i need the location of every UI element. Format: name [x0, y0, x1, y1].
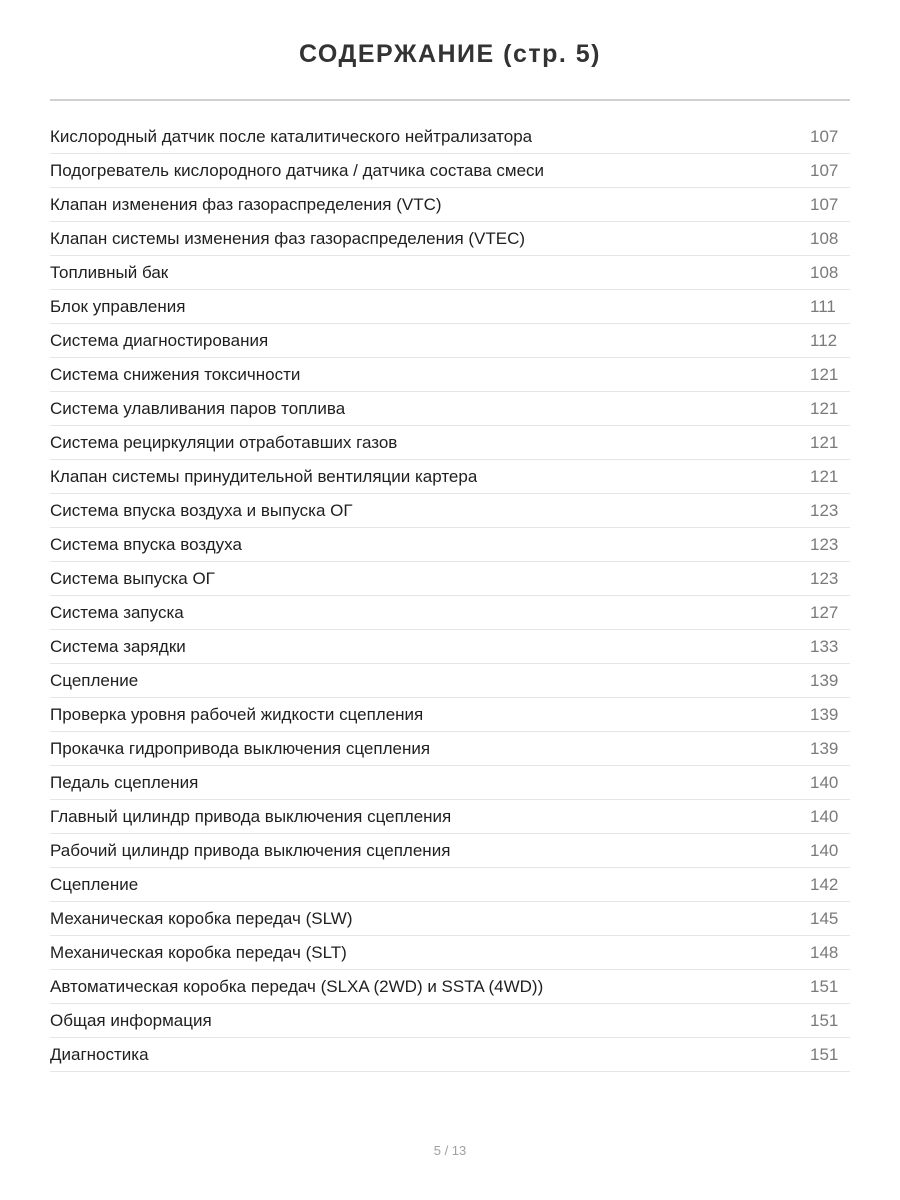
- toc-entry-page: 148: [810, 942, 839, 962]
- toc-entry-page: 108: [810, 228, 839, 248]
- toc-entry-title: Система снижения токсичности: [50, 364, 301, 384]
- toc-entry[interactable]: [50, 664, 850, 698]
- toc-entry[interactable]: [50, 970, 850, 1004]
- toc-entry-page: 121: [810, 466, 839, 486]
- toc-entry-title: Система запуска: [50, 602, 184, 622]
- toc-entry-title: Клапан изменения фаз газораспределения (VTC): [50, 194, 442, 214]
- toc-entry[interactable]: [50, 766, 850, 800]
- table-of-contents: [50, 120, 850, 1072]
- toc-entry-page: 123: [810, 500, 839, 520]
- toc-entry-title: Система диагностирования: [50, 330, 269, 350]
- toc-entry-title: Система впуска воздуха и выпуска ОГ: [50, 500, 353, 520]
- toc-entry-page: 151: [810, 1044, 839, 1064]
- toc-entry-title: Сцепление: [50, 874, 139, 894]
- toc-entry-title: Автоматическая коробка передач (SLXA (2WD) и SSTA (4WD)): [50, 976, 544, 996]
- toc-entry[interactable]: [50, 1004, 850, 1038]
- toc-entry[interactable]: [50, 290, 850, 324]
- toc-entry-page: 123: [810, 568, 839, 588]
- toc-entry-title: Кислородный датчик после каталитического нейтрализатора: [50, 126, 533, 146]
- toc-entry-page: 127: [810, 602, 839, 622]
- toc-entry-page: 151: [810, 976, 839, 996]
- toc-entry-page: 145: [810, 908, 839, 928]
- toc-entry-title: Прокачка гидропривода выключения сцепления: [50, 738, 431, 758]
- toc-entry[interactable]: [50, 256, 850, 290]
- toc-entry-title: Топливный бак: [50, 262, 169, 282]
- toc-entry-title: Блок управления: [50, 296, 186, 316]
- toc-entry[interactable]: [50, 562, 850, 596]
- toc-entry-title: Система выпуска ОГ: [50, 568, 215, 588]
- toc-entry[interactable]: [50, 834, 850, 868]
- toc-entry-title: Система зарядки: [50, 636, 186, 656]
- title-divider: [50, 99, 850, 101]
- toc-entry-title: Механическая коробка передач (SLW): [50, 908, 353, 928]
- toc-entry[interactable]: [50, 222, 850, 256]
- toc-entry-title: Главный цилиндр привода выключения сцепления: [50, 806, 452, 826]
- toc-entry-title: Подогреватель кислородного датчика / датчика состава смеси: [50, 160, 545, 180]
- toc-entry-page: 121: [810, 398, 839, 418]
- toc-entry-page: 140: [810, 806, 839, 826]
- toc-entry-title: Система улавливания паров топлива: [50, 398, 346, 418]
- toc-entry-page: 139: [810, 670, 839, 690]
- page-title: СОДЕРЖАНИЕ (стр. 5): [298, 40, 602, 68]
- page-indicator: 5 / 13: [433, 1143, 467, 1158]
- toc-entry-page: 107: [810, 160, 839, 180]
- toc-entry-page: 142: [810, 874, 839, 894]
- toc-entry-page: 108: [810, 262, 839, 282]
- toc-entry[interactable]: [50, 1038, 850, 1072]
- toc-entry[interactable]: [50, 902, 850, 936]
- toc-entry[interactable]: [50, 868, 850, 902]
- toc-entry[interactable]: [50, 732, 850, 766]
- toc-entry-page: 111: [810, 296, 836, 316]
- toc-entry-page: 121: [810, 432, 839, 452]
- toc-entry-page: 140: [810, 772, 839, 792]
- toc-entry[interactable]: [50, 324, 850, 358]
- toc-entry[interactable]: [50, 154, 850, 188]
- toc-entry-page: 133: [810, 636, 839, 656]
- toc-entry-title: Педаль сцепления: [50, 772, 199, 792]
- toc-entry[interactable]: [50, 596, 850, 630]
- toc-entry[interactable]: [50, 460, 850, 494]
- toc-entry-page: 107: [810, 126, 839, 146]
- toc-entry-page: 123: [810, 534, 839, 554]
- toc-entry[interactable]: [50, 392, 850, 426]
- toc-entry-title: Система впуска воздуха: [50, 534, 242, 554]
- toc-entry-page: 107: [810, 194, 839, 214]
- toc-entry-title: Механическая коробка передач (SLT): [50, 942, 347, 962]
- toc-entry-title: Система рециркуляции отработавших газов: [50, 432, 398, 452]
- toc-entry[interactable]: [50, 188, 850, 222]
- toc-entry[interactable]: [50, 494, 850, 528]
- toc-entry-title: Проверка уровня рабочей жидкости сцепления: [50, 704, 424, 724]
- toc-entry-title: Сцепление: [50, 670, 139, 690]
- toc-entry-title: Диагностика: [50, 1044, 149, 1064]
- toc-entry-title: Клапан системы изменения фаз газораспределения (VTEC): [50, 228, 526, 248]
- toc-entry[interactable]: [50, 698, 850, 732]
- toc-entry[interactable]: [50, 426, 850, 460]
- toc-entry-title: Рабочий цилиндр привода выключения сцепления: [50, 840, 451, 860]
- toc-entry[interactable]: [50, 358, 850, 392]
- toc-entry-page: 121: [810, 364, 839, 384]
- toc-entry-page: 112: [810, 330, 838, 350]
- toc-entry[interactable]: [50, 630, 850, 664]
- toc-entry[interactable]: [50, 800, 850, 834]
- toc-entry[interactable]: [50, 528, 850, 562]
- toc-entry-page: 140: [810, 840, 839, 860]
- toc-entry-page: 139: [810, 704, 839, 724]
- toc-entry-title: Общая информация: [50, 1010, 212, 1030]
- toc-entry[interactable]: [50, 120, 850, 154]
- toc-entry-page: 139: [810, 738, 839, 758]
- toc-entry[interactable]: [50, 936, 850, 970]
- toc-entry-title: Клапан системы принудительной вентиляции картера: [50, 466, 478, 486]
- toc-entry-page: 151: [810, 1010, 839, 1030]
